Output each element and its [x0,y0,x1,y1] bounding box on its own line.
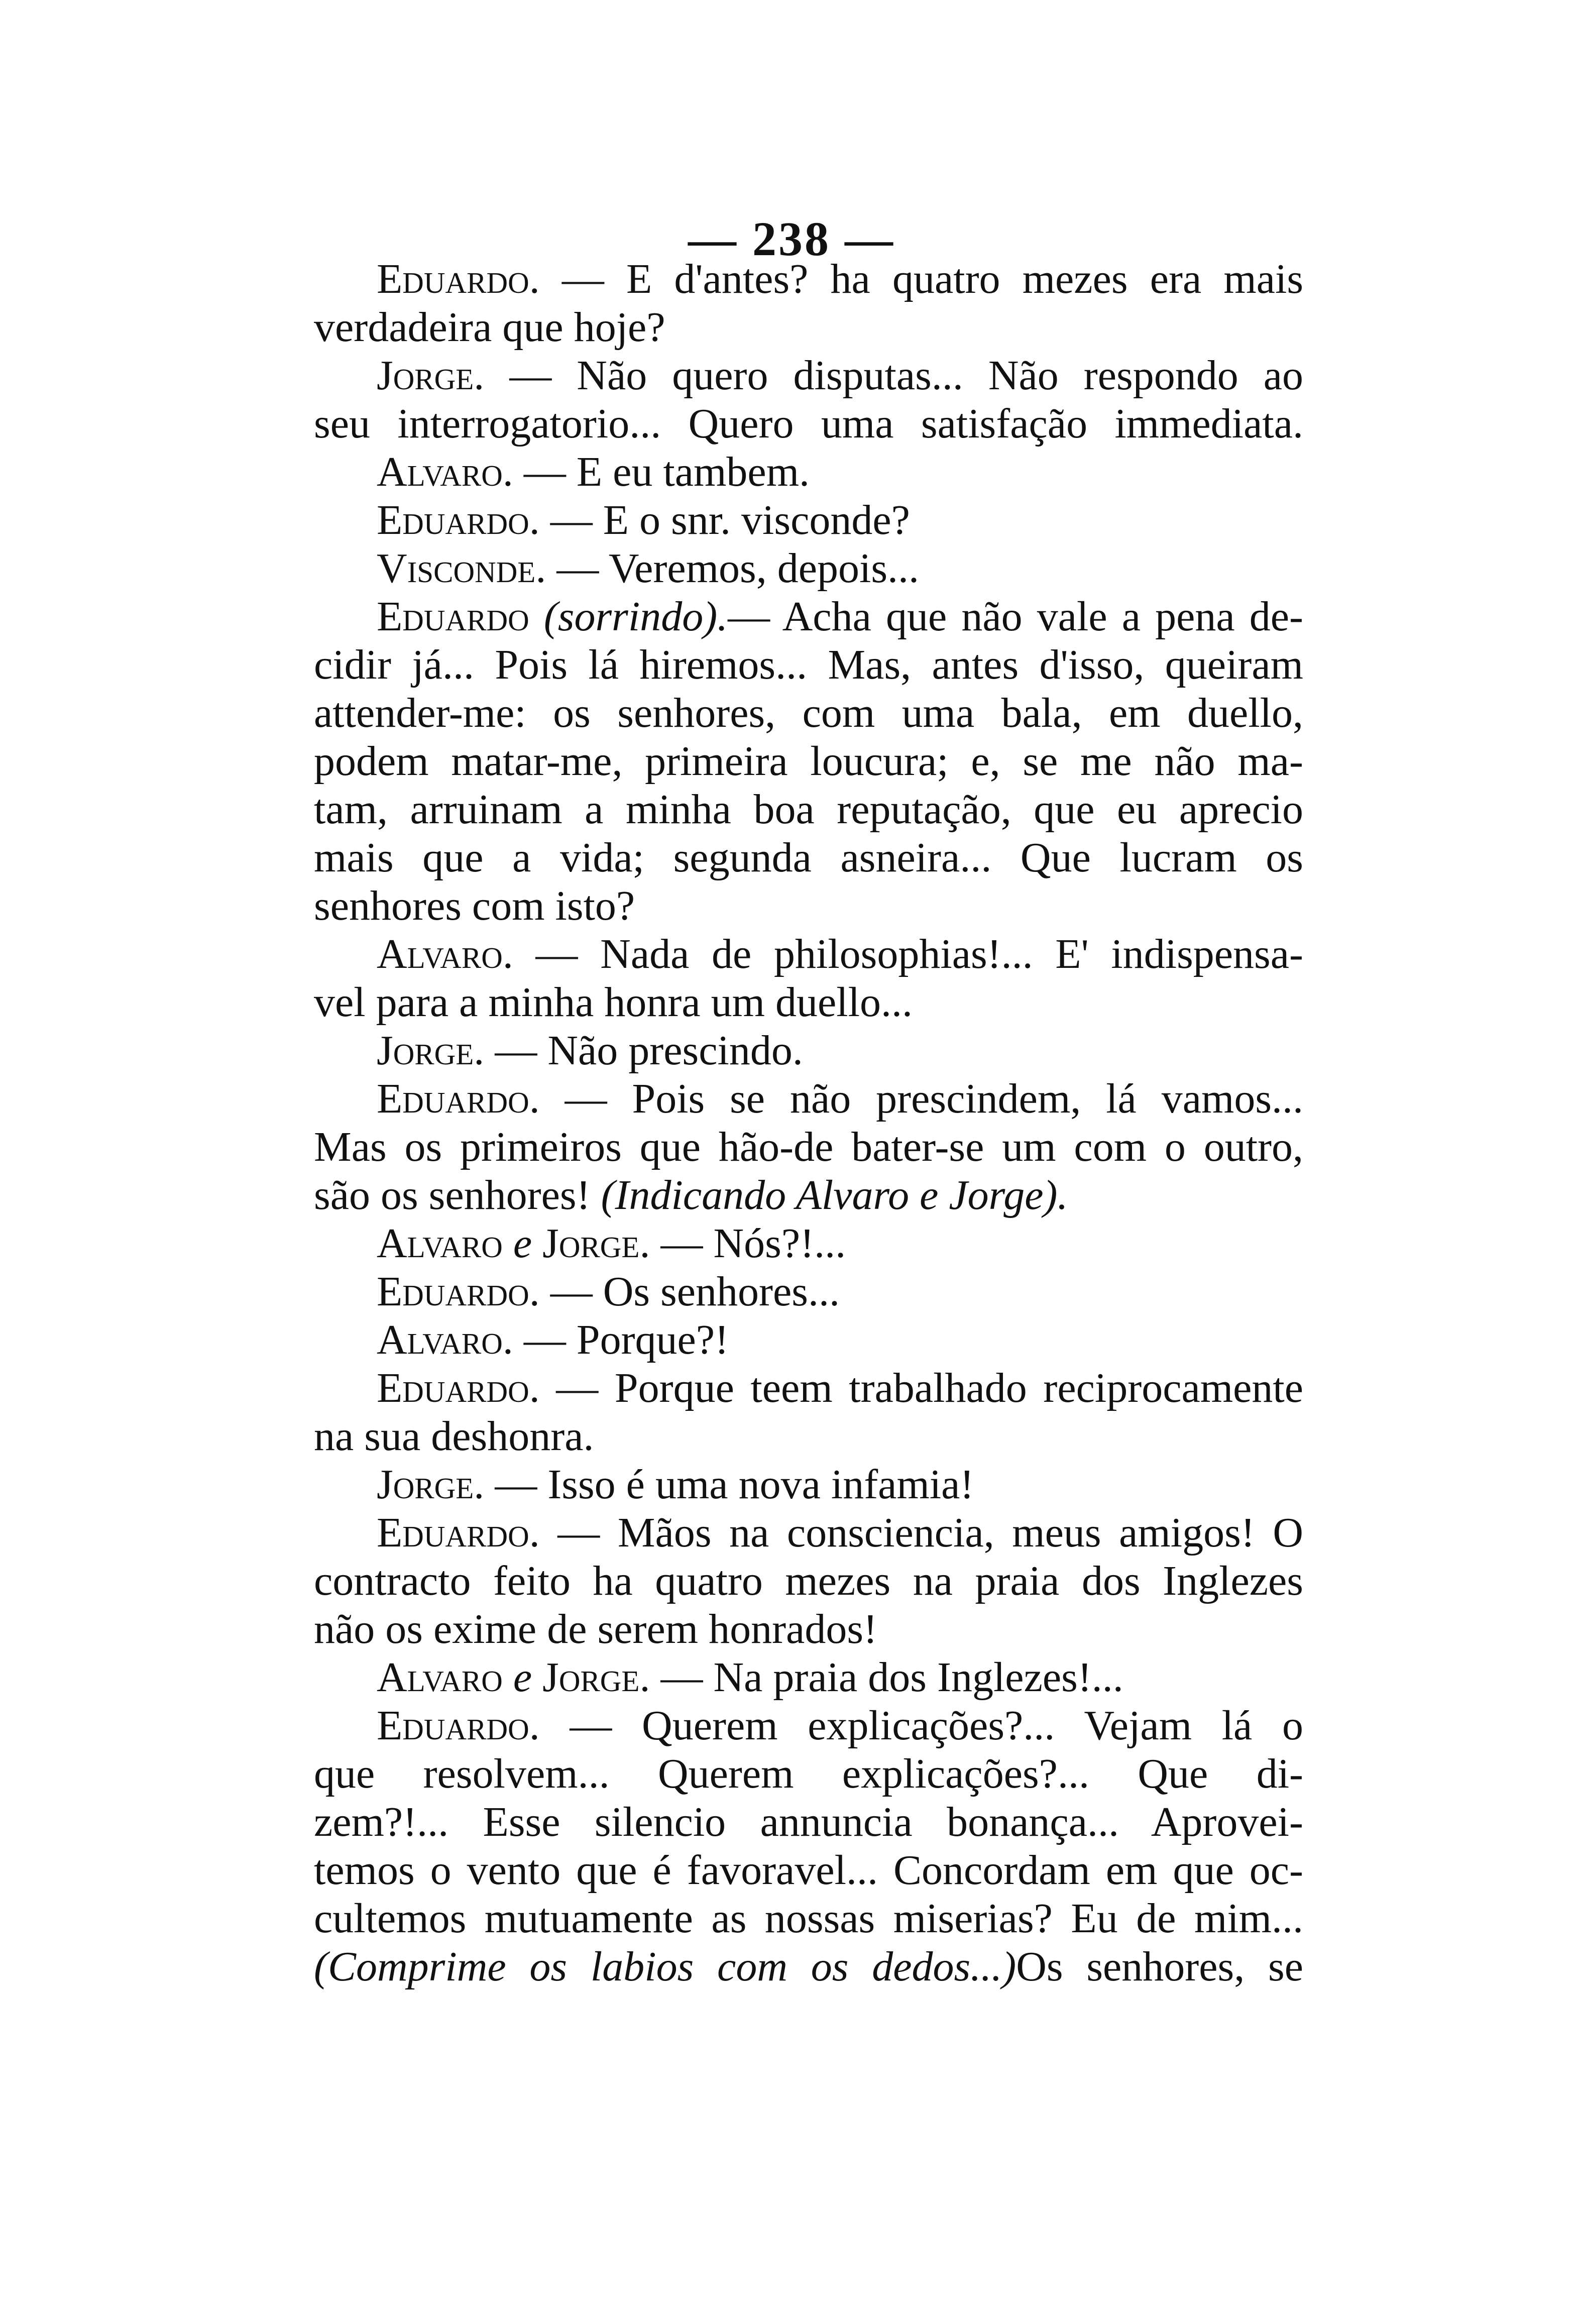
text-line [314,1316,1303,1364]
speaker-name: Alvaro. [377,1316,513,1363]
speaker-name: Eduardo. [377,1509,540,1556]
line-text: — Veremos, depois... [556,545,920,592]
line-text: mais que a vida; segunda asneira... Que lucram os [314,834,1303,881]
speaker-name: Alvaro [377,1654,503,1701]
text-line [314,496,1303,544]
stage-direction: e [502,1220,543,1267]
text-line [314,1364,1303,1412]
text-line [314,1412,1303,1461]
line-text: não os exime de serem honrados! [314,1606,877,1652]
line-text: — Pois se não prescindem, lá vamos... [564,1075,1304,1122]
line-text: — Acha que não vale a pena de- [728,593,1304,640]
speaker-name: Jorge. [377,1027,485,1074]
text-line [314,544,1303,593]
speaker-name: Jorge. [377,352,485,399]
line-text: seu interrogatorio... Quero uma satisfação immediata. [314,400,1303,447]
line-text: — Porque?! [523,1316,729,1363]
line-text: zem?!... Esse silencio annuncia bonança... Aprovei- [314,1799,1303,1845]
line-text: contracto feito ha quatro mezes na praia dos Inglezes [314,1558,1303,1604]
text-line [314,1171,1303,1220]
page-number: — 238 — [688,212,895,266]
speaker-name: Jorge. [542,1220,650,1267]
text-line [314,593,1303,641]
line-text: na sua deshonra. [314,1413,594,1460]
text-line [314,882,1303,930]
stage-direction: (Indicando Alvaro e Jorge). [601,1172,1068,1219]
line-text: cidir já... Pois lá hiremos... Mas, antes d'isso, queiram [314,641,1303,688]
line-text: — E d'antes? ha quatro mezes era mais [561,256,1304,302]
text-line [314,689,1303,737]
text-line [314,1702,1303,1750]
stage-direction: e [502,1654,543,1701]
speaker-name: Eduardo [377,593,529,640]
line-text: Mas os primeiros que hão-de bater-se um com o outro, [314,1124,1303,1170]
line-text: cultemos mutuamente as nossas miserias? Eu de mim... [314,1895,1303,1942]
line-text: verdadeira que hoje? [314,304,665,351]
line-text: Os senhores, se [1016,1943,1303,1990]
text-line [314,400,1303,448]
line-text: — Porque teem trabalhado reciprocamente [556,1365,1304,1411]
text-line [314,255,1303,303]
text-line [314,834,1303,882]
line-text: senhores com isto? [314,882,635,929]
line-text: — Mãos na consciencia, meus amigos! O [557,1509,1304,1556]
speaker-name: Jorge. [542,1654,650,1701]
text-line [314,1075,1303,1123]
text-line [314,1798,1303,1846]
text-line [314,930,1303,978]
speaker-name: Jorge. [377,1461,485,1508]
text-line [314,1895,1303,1943]
line-text: — E o snr. visconde? [550,497,910,543]
stage-direction: (sorrindo). [543,593,728,640]
text-line [314,1846,1303,1895]
text-line [314,1461,1303,1509]
text-line [314,1557,1303,1605]
line-text: — Não quero disputas... Não respondo ao [509,352,1303,399]
speaker-name: Eduardo. [377,497,540,543]
speaker-name: Eduardo. [377,1075,540,1122]
speaker-name: Visconde. [377,545,546,592]
text-line [314,448,1303,496]
text-line [314,352,1303,400]
line-text: — Os senhores... [550,1268,840,1315]
text-line [314,641,1303,689]
line-text: temos o vento que é favoravel... Concordam em que oc- [314,1847,1303,1894]
text-line [314,1605,1303,1653]
text-line [314,737,1303,786]
line-text: — Na praia dos Inglezes!... [660,1654,1123,1701]
line-text: vel para a minha honra um duello... [314,979,913,1026]
speaker-name: Eduardo. [377,1702,540,1749]
line-text: — Não prescindo. [495,1027,803,1074]
speaker-name: Eduardo. [377,1268,540,1315]
text-line [314,1750,1303,1798]
line-text: — Nada de philosophias!... E' indispensa- [535,931,1303,977]
text-line [314,1509,1303,1557]
text-line [314,1943,1303,1991]
text-line [314,786,1303,834]
speaker-name: Eduardo. [377,256,540,302]
line-text: podem matar-me, primeira loucura; e, se me não ma- [314,738,1303,785]
text-line [314,1268,1303,1316]
text-line [314,303,1303,352]
line-text: que resolvem... Querem explicações?... Que di- [314,1750,1303,1797]
speaker-name: Alvaro [377,1220,503,1267]
text-line [314,1123,1303,1171]
line-text: — Querem explicações?... Vejam lá o [570,1702,1303,1749]
line-text: attender-me: os senhores, com uma bala, em duello, [314,690,1303,736]
text-line [314,978,1303,1027]
line-text: tam, arruinam a minha boa reputação, que eu aprecio [314,786,1303,833]
text-line [314,1027,1303,1075]
line-text: — Isso é uma nova infamia! [495,1461,974,1508]
stage-direction: (Comprime os labios com os dedos...) [314,1943,1016,1990]
line-text: — Nós?!... [660,1220,846,1267]
line-text: — E eu tambem. [523,449,810,495]
speaker-name: Alvaro. [377,449,513,495]
dialogue-text [314,255,1303,1991]
text-line [314,1653,1303,1702]
speaker-name: Alvaro. [377,931,513,977]
speaker-name: Eduardo. [377,1365,540,1411]
line-text: são os senhores! [314,1172,601,1219]
text-line [314,1220,1303,1268]
